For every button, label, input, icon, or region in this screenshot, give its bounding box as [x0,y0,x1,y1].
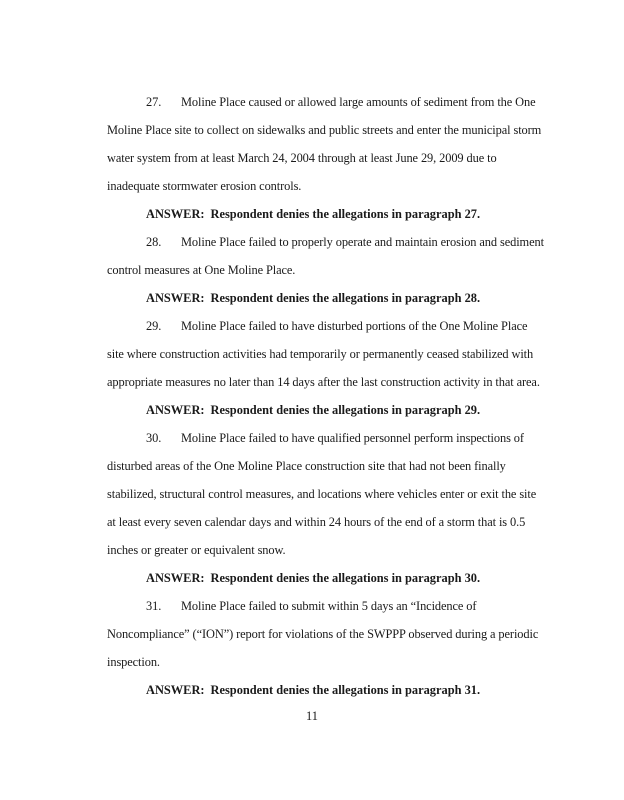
answer-label: ANSWER: [146,207,205,221]
paragraph-27-line-2: Moline Place site to collect on sidewalks and public streets and enter the municipal storm [107,123,542,137]
answer-label: ANSWER: [146,683,205,697]
paragraph-30-line-5: inches or greater or equivalent snow. [107,543,286,557]
answer-label: ANSWER: [146,291,205,305]
paragraph-27-line-3: water system from at least March 24, 2004 through at least June 29, 2009 due to [107,151,497,165]
paragraph-30-line-1: 30. Moline Place failed to have qualified personnel perform inspections of [146,431,524,445]
paragraph-number: 27. [146,95,162,109]
answer-text: Respondent denies the allegations in paragraph 29. [210,403,481,417]
paragraph-28-line-1: 28. Moline Place failed to properly operate and maintain erosion and sediment [146,235,544,249]
answer-label: ANSWER: [146,571,205,585]
paragraph-27-line-4: inadequate stormwater erosion controls. [107,179,302,193]
answer-text: Respondent denies the allegations in paragraph 28. [210,291,481,305]
answer-text: Respondent denies the allegations in paragraph 31. [210,683,481,697]
answer-30 [146,570,480,586]
paragraph-29-line-3: appropriate measures no later than 14 days after the last construction activity in that area. [107,375,540,389]
paragraph-28-line-2: control measures at One Moline Place. [107,263,296,277]
answer-28 [146,290,480,306]
paragraph-30-line-3: stabilized, structural control measures, and locations where vehicles enter or exit the site [107,487,537,501]
paragraph-number: 29. [146,319,162,333]
paragraph-31-line-3: inspection. [107,655,160,669]
paragraph-31-line-2: Noncompliance” (“ION”) report for violations of the SWPPP observed during a periodic [107,627,539,641]
answer-text: Respondent denies the allegations in paragraph 30. [210,571,481,585]
answer-label: ANSWER: [146,403,205,417]
paragraph-number: 31. [146,599,162,613]
answer-text: Respondent denies the allegations in paragraph 27. [210,207,481,221]
paragraph-29-line-2: site where construction activities had temporarily or permanently ceased stabilized with [107,347,534,361]
paragraph-30-line-2: disturbed areas of the One Moline Place construction site that had not been finally [107,459,506,473]
paragraph-31-line-1: 31. Moline Place failed to submit within 5 days an “Incidence of [146,599,477,613]
answer-27 [146,206,480,222]
page-number: 11 [306,709,318,723]
answer-29 [146,402,480,418]
paragraph-number: 28. [146,235,162,249]
paragraph-30-line-4: at least every seven calendar days and within 24 hours of the end of a storm that is 0.5 [107,515,526,529]
paragraph-number: 30. [146,431,162,445]
answer-31 [146,682,480,698]
paragraph-27-line-1: 27. Moline Place caused or allowed large amounts of sediment from the One [146,95,536,109]
paragraph-29-line-1: 29. Moline Place failed to have disturbed portions of the One Moline Place [146,319,528,333]
